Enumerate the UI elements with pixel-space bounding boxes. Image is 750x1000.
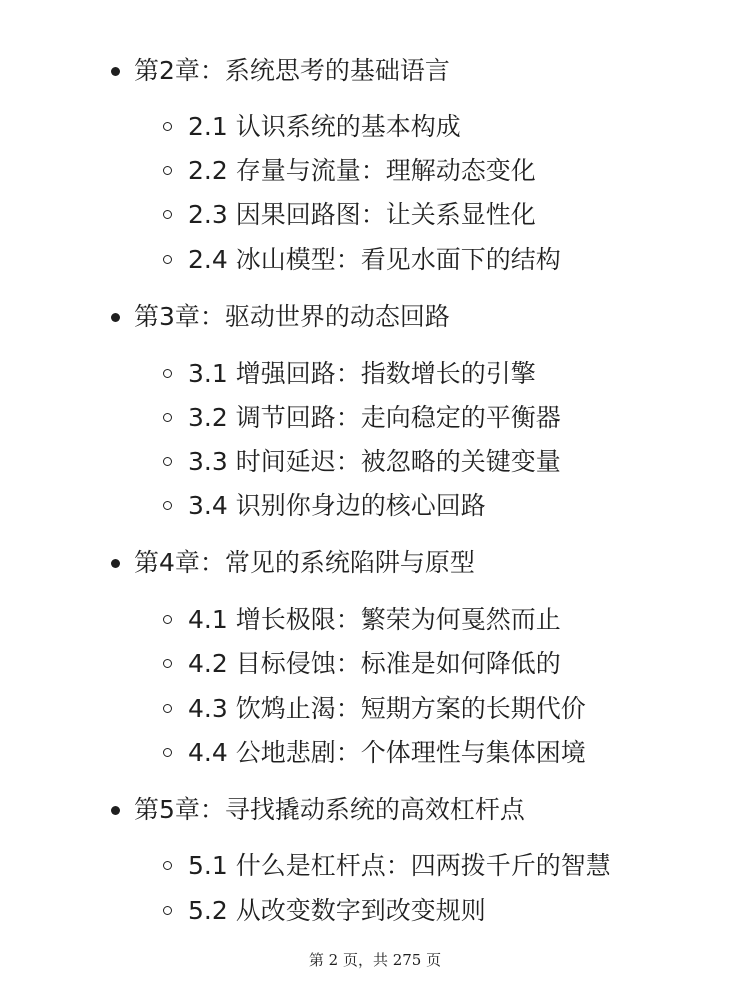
section-item	[0, 891, 750, 931]
circle-bullet-icon	[163, 122, 172, 131]
chapter-title: 第3章：驱动世界的动态回路	[134, 302, 450, 331]
circle-bullet-icon	[163, 861, 172, 870]
section-item	[0, 442, 750, 482]
chapter-title: 第4章：常见的系统陷阱与原型	[134, 548, 475, 577]
circle-bullet-icon	[163, 166, 172, 175]
section-title: 2.3 因果回路图：让关系显性化	[188, 200, 536, 229]
section-item	[0, 644, 750, 684]
section-title: 5.1 什么是杠杆点：四两拨千斤的智慧	[188, 851, 611, 880]
circle-bullet-icon	[163, 413, 172, 422]
bullet-dot-icon	[111, 313, 120, 322]
circle-bullet-icon	[163, 615, 172, 624]
circle-bullet-icon	[163, 906, 172, 915]
section-item	[0, 195, 750, 235]
bullet-dot-icon	[111, 67, 120, 76]
bullet-dot-icon	[111, 559, 120, 568]
section-title: 2.2 存量与流量：理解动态变化	[188, 156, 536, 185]
circle-bullet-icon	[163, 457, 172, 466]
section-title: 5.2 从改变数字到改变规则	[188, 896, 486, 925]
section-title: 3.1 增强回路：指数增长的引擎	[188, 359, 536, 388]
section-title: 2.4 冰山模型：看见水面下的结构	[188, 245, 561, 274]
chapter-item	[0, 51, 750, 91]
section-item	[0, 846, 750, 886]
section-item	[0, 240, 750, 280]
section-title: 3.3 时间延迟：被忽略的关键变量	[188, 447, 561, 476]
circle-bullet-icon	[163, 210, 172, 219]
section-item	[0, 733, 750, 773]
bullet-dot-icon	[111, 806, 120, 815]
section-item	[0, 600, 750, 640]
section-item	[0, 354, 750, 394]
circle-bullet-icon	[163, 704, 172, 713]
section-title: 3.2 调节回路：走向稳定的平衡器	[188, 403, 561, 432]
circle-bullet-icon	[163, 255, 172, 264]
circle-bullet-icon	[163, 369, 172, 378]
chapter-item	[0, 297, 750, 337]
section-item	[0, 486, 750, 526]
chapter-title: 第5章：寻找撬动系统的高效杠杆点	[134, 795, 525, 824]
chapter-item	[0, 543, 750, 583]
chapter-title: 第2章：系统思考的基础语言	[134, 56, 450, 85]
section-title: 4.1 增长极限：繁荣为何戛然而止	[188, 605, 561, 634]
chapter-item	[0, 790, 750, 830]
section-title: 4.4 公地悲剧：个体理性与集体困境	[188, 738, 586, 767]
section-item	[0, 689, 750, 729]
section-title: 4.2 目标侵蚀：标准是如何降低的	[188, 649, 561, 678]
circle-bullet-icon	[163, 659, 172, 668]
section-item	[0, 107, 750, 147]
section-title: 2.1 认识系统的基本构成	[188, 112, 461, 141]
section-item	[0, 398, 750, 438]
section-title: 3.4 识别你身边的核心回路	[188, 491, 486, 520]
section-title: 4.3 饮鸩止渴：短期方案的长期代价	[188, 694, 586, 723]
section-item	[0, 151, 750, 191]
page-number-footer: 第 2 页，共 275 页	[308, 951, 442, 969]
circle-bullet-icon	[163, 501, 172, 510]
circle-bullet-icon	[163, 748, 172, 757]
